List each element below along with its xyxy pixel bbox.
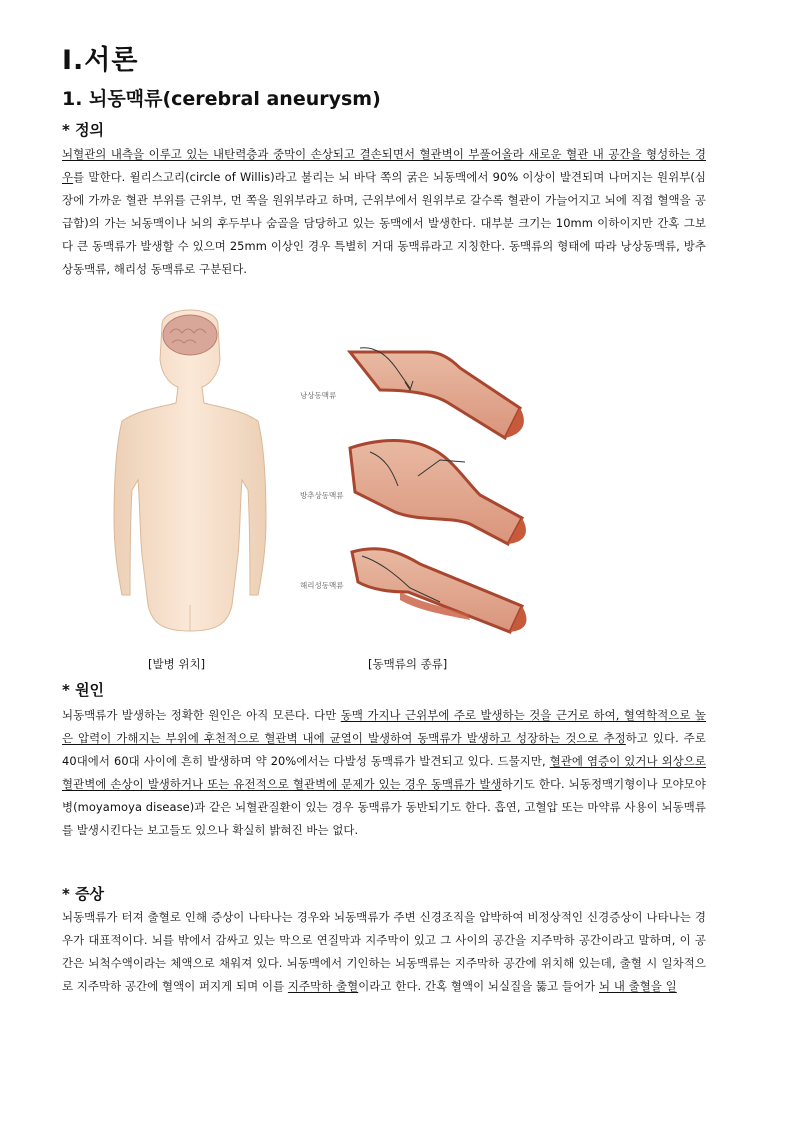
symptom-text-1: 뇌동맥류가 터져 출혈로 인해 증상이 나타나는 경우와 뇌동맥류가 주변 신경조직을 압박하여 비정상적인 신경증상이 나타나는 경우가 대표적이다. 뇌를 밖에서 감싸고 있는 막으로 연질막과 지주막이 있고 그 사이의 공간을 지주막하 공간이라고 말하며, 이 공간은 뇌척수액이라는 체액으로 채워져 있다. 뇌동맥에서 기인하는 뇌동맥류는 지주막하 공간에 위치해 있는데, 출혈 시 일차적으로 지주막하 공간에 혈액이 퍼지게 되며 이를: [62, 910, 706, 993]
saccular-vessel: [350, 352, 520, 438]
definition-underlined-text: 뇌혈관의 내측을 이루고 있는 내탄력층과 중막이 손상되고 결손되면서 혈관벽이 부풀어올라 새로운 혈관 내 공간을 형성하는 경우: [62, 147, 706, 184]
symptom-underlined-text-2: 뇌 내 출혈을 일: [599, 979, 677, 993]
cause-text-3: 하기도 한다. 뇌동정맥기형이나 모야모야병(moyamoya disease)과 같은 뇌혈관질환이 있는 경우 동맥류가 동반되기도 한다. 흡연, 고혈압 또는 마약류 사용이 뇌동맥류를 발생시킨다는 보고들도 있으나 확실히 밝혀진 바는 없다.: [62, 777, 706, 837]
dissecting-label: 해리성동맥류: [300, 581, 344, 590]
cause-text-2: 하고 있다. 주로 40대에서 60대 사이에 흔히 발생하며 약 20%에서는 다발성 동맥류가 발견되고 있다. 드물지만,: [62, 731, 706, 768]
subsection-title: 1. 뇌동맥류(cerebral aneurysm): [62, 88, 381, 110]
fusiform-vessel: [350, 441, 522, 545]
symptom-underlined-text-1: 지주막하 출혈: [287, 979, 359, 993]
cause-heading: * 원인: [62, 681, 105, 699]
cause-paragraph: [62, 704, 706, 842]
cause-underlined-text-1: 동맥 가지나 근위부에 주로 발생하는 것을 근거로 하여, 혈역학적으로 높은 압력이 가해지는 부위에 후천적으로 혈관벽 내에 균열이 발생하여 동맥류가 발생하고 성장하는 것으로 추정: [62, 708, 706, 745]
fusiform-label: 방추상동맥류: [300, 491, 344, 500]
brain-icon: [163, 315, 217, 355]
body-location-illustration: [100, 305, 280, 645]
aneurysm-types-illustration: [300, 330, 540, 640]
definition-paragraph: [62, 143, 706, 281]
figure-caption-location: [발병 위치]: [148, 657, 206, 671]
cause-text-1: 뇌동맥류가 발생하는 정확한 원인은 아직 모른다. 다만: [62, 708, 341, 722]
definition-heading: * 정의: [62, 121, 105, 139]
dissecting-vessel: [352, 549, 522, 632]
cause-underlined-text-2: 혈관에 염증이 있거나 외상으로 혈관벽에 손상이 발생하거나 또는 유전적으로 혈관벽에 문제가 있는 경우 동맥류가 발생: [62, 754, 706, 791]
definition-text: 를 말한다. 윌리스고리(circle of Willis)라고 불리는 뇌 바닥 쪽의 굵은 뇌동맥에서 90% 이상이 발견되며 나머지는 원위부(심장에 가까운 혈관 부위를 근위부, 먼 쪽을 원위부라고 하며, 근위부에서 원위부로 갈수록 혈관이 가늘어지고 뇌에 직접 혈액을 공급함)의 가는 뇌동맥이나 뇌의 후두부나 숨골을 담당하고 있는 동맥에서 발생한다. 대부분 크기는 10mm 이하이지만 간혹 그보다 큰 동맥류가 발생할 수 있으며 25mm 이상인 경우 특별히 거대 동맥류라고 지칭한다. 동맥류의 형태에 따라 낭상동맥류, 방추상동맥류, 해리성 동맥류로 구분된다.: [62, 170, 706, 276]
saccular-label: 낭상동맥류: [300, 391, 337, 400]
symptom-heading: * 증상: [62, 885, 105, 903]
symptom-paragraph: [62, 906, 706, 998]
symptom-text-2: 이라고 한다. 간혹 혈액이 뇌실질을 뚫고 들어가: [358, 979, 599, 993]
figure-caption-types: [동맥류의 종류]: [368, 657, 448, 671]
section-title: Ⅰ.서론: [62, 45, 139, 76]
